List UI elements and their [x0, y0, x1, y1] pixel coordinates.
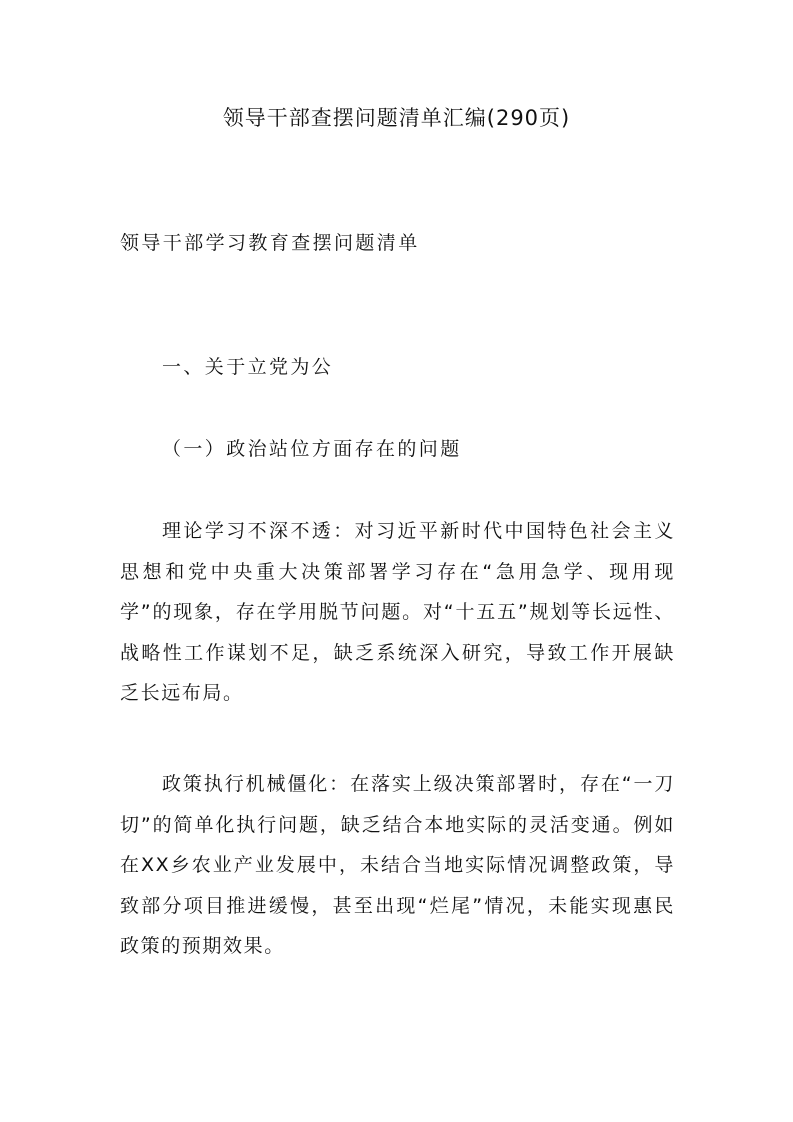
paragraph-theory-study: 理论学习不深不透：对习近平新时代中国特色社会主义思想和党中央重大决策部署学习存在“急用急学、现用现学”的现象，存在学用脱节问题。对“十五五”规划等长远性、战略性工作谋划不足，缺乏系统深入研究，导致工作开展缺乏长远布局。 [120, 520, 675, 704]
document-title: 领导干部查摆问题清单汇编(290页) [222, 106, 571, 130]
section-heading: 一、关于立党为公 [162, 356, 334, 378]
sub-heading: （一）政治站位方面存在的问题 [162, 438, 462, 460]
document-subtitle: 领导干部学习教育查摆问题清单 [120, 232, 420, 254]
paragraph-policy-execution: 政策执行机械僵化：在落实上级决策部署时，存在“一刀切”的简单化执行问题，缺乏结合本地实际的灵活变通。例如在XX乡农业产业发展中，未结合当地实际情况调整政策，导致部分项目推进缓慢，甚至出现“烂尾”情况，未能实现惠民政策的预期效果。 [120, 773, 675, 957]
